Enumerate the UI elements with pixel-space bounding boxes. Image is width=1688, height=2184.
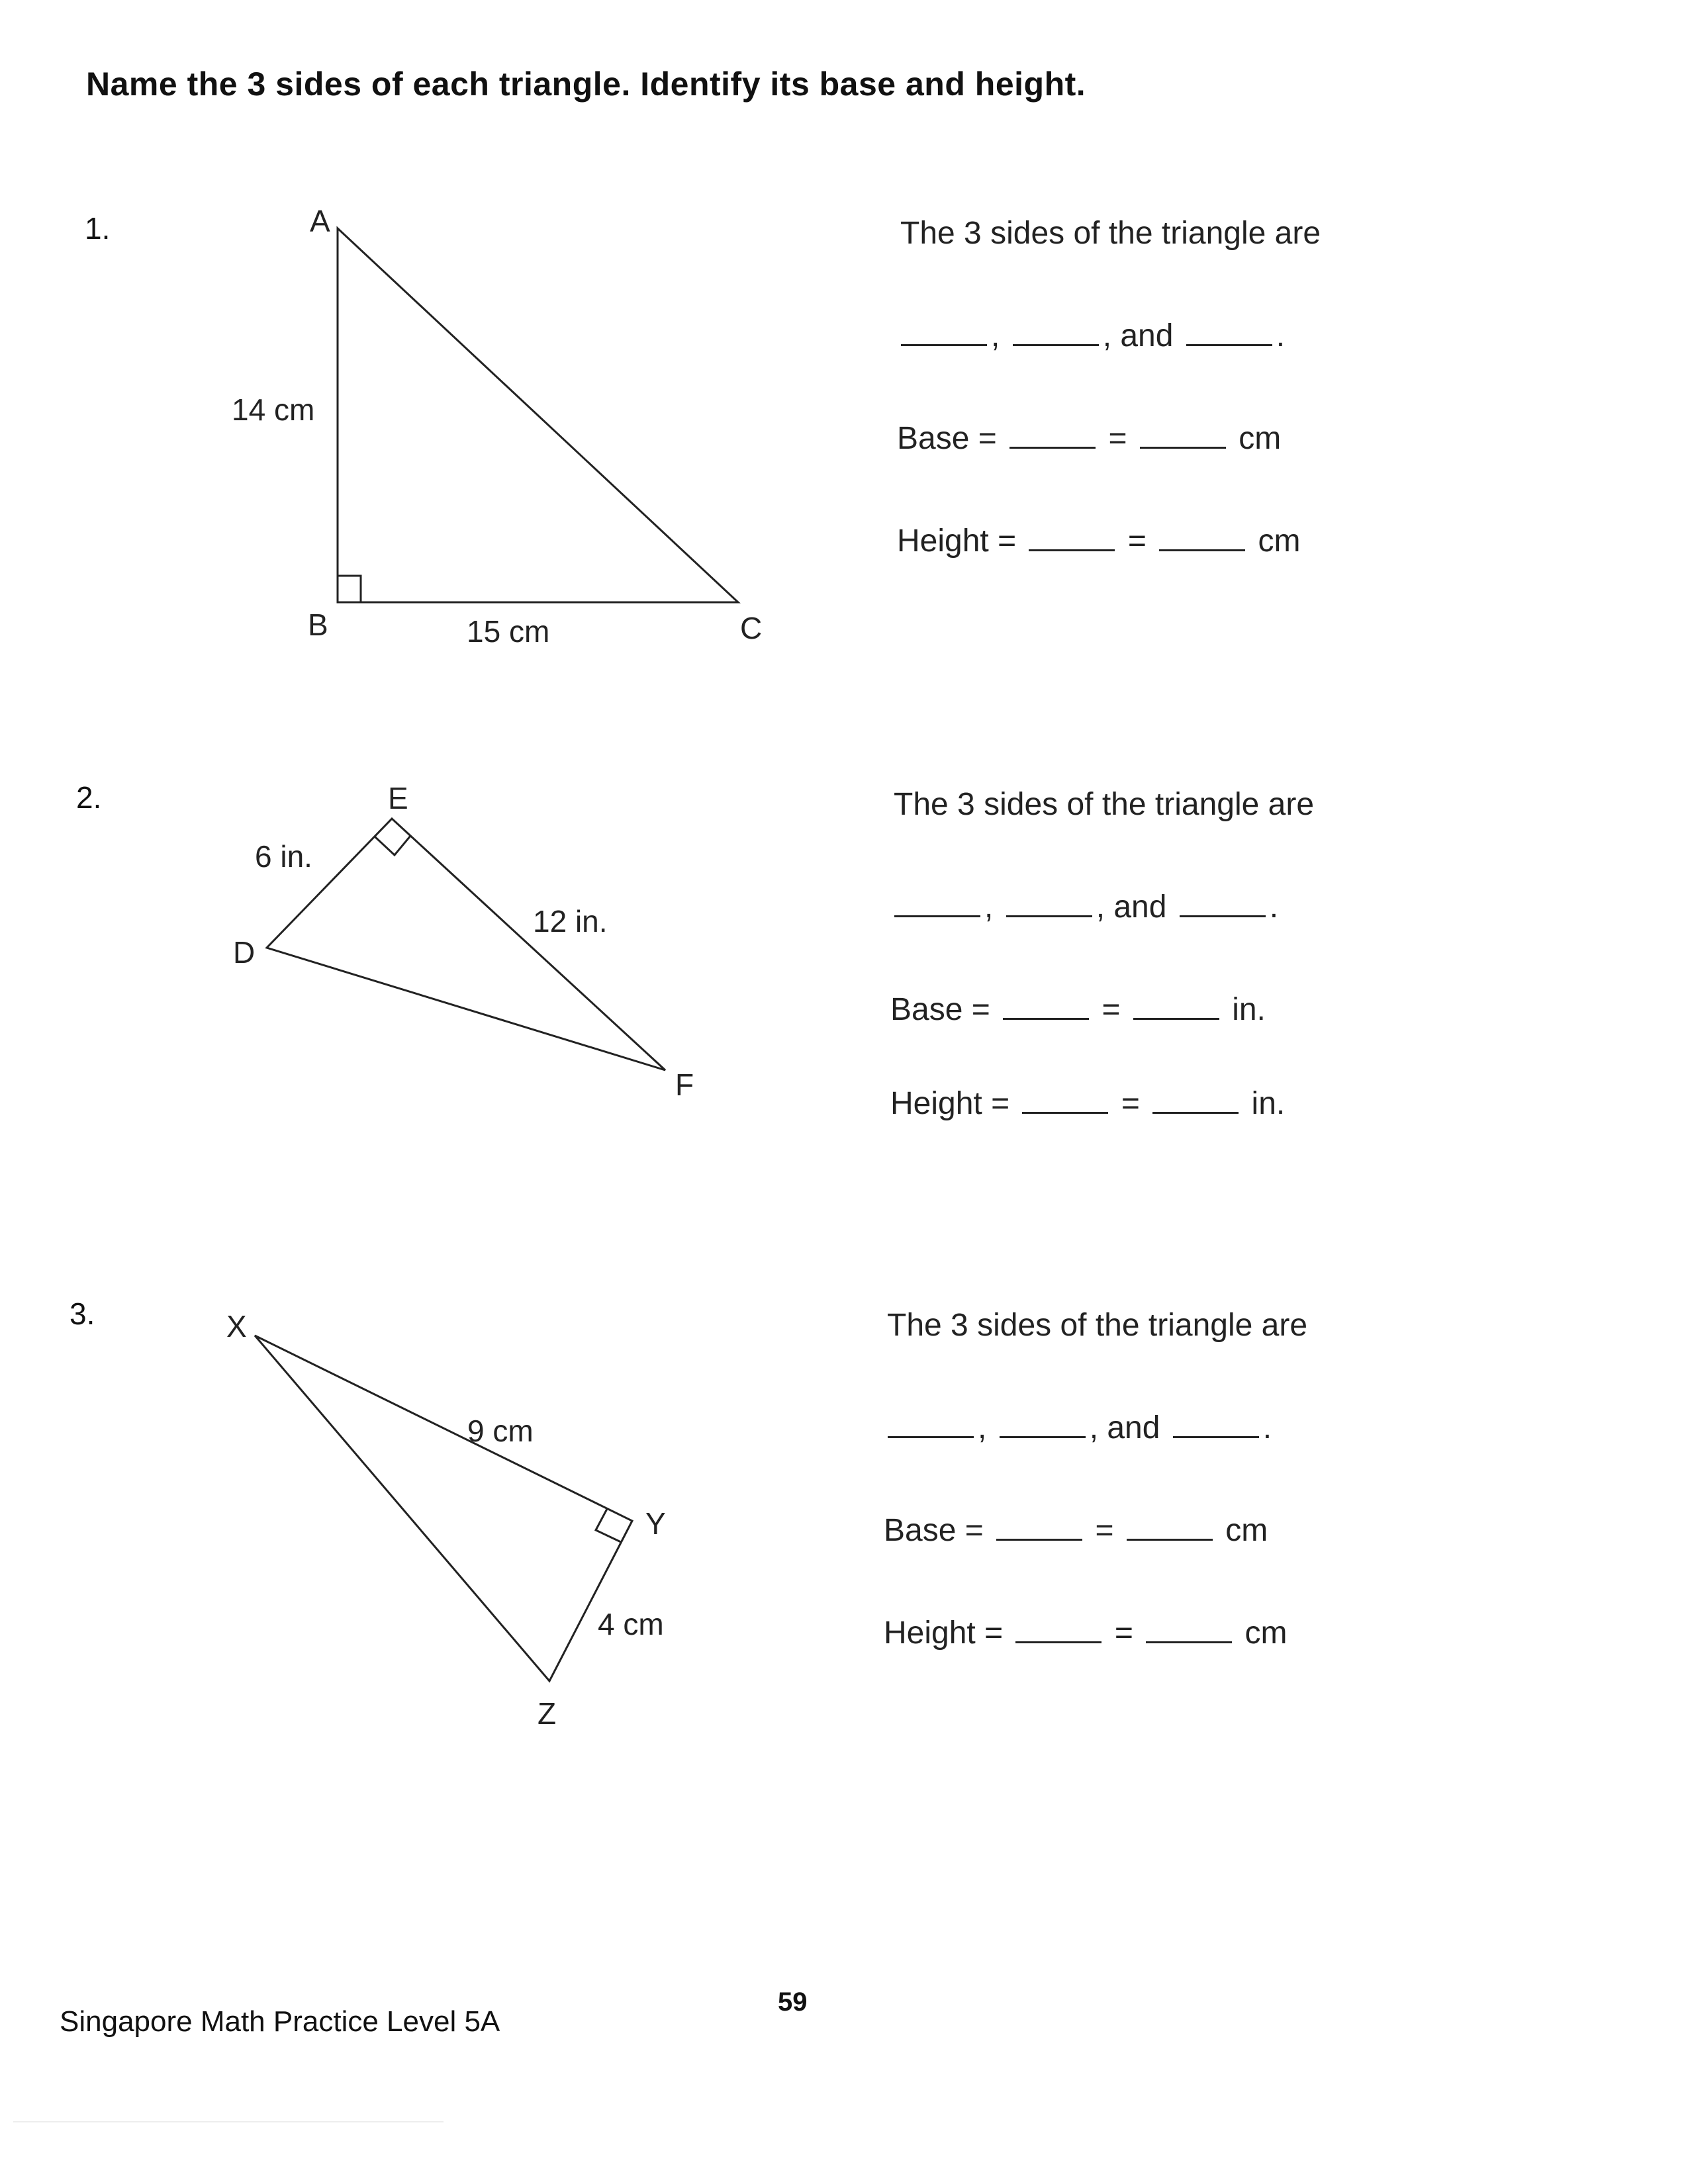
- problem-3-sides-answer-row: [884, 1410, 1272, 1446]
- problem-2-base-unit: in.: [1232, 992, 1266, 1027]
- problem-3-side-blank-3[interactable]: [1173, 1435, 1259, 1438]
- problem-2-base-value-blank[interactable]: [1133, 1017, 1219, 1020]
- problem-1-height-row: [897, 523, 1301, 559]
- problem-3-base-side-blank[interactable]: [996, 1538, 1082, 1541]
- problem-3-height-label: Height =: [884, 1615, 1004, 1651]
- triangle-xyz-figure: [0, 0, 861, 1754]
- problem-3-base-unit: cm: [1225, 1513, 1268, 1548]
- problem-3-base-value-blank[interactable]: [1127, 1538, 1213, 1541]
- side-yz-length-label: 4 cm: [598, 1607, 664, 1641]
- problem-2-height-unit: in.: [1251, 1086, 1286, 1121]
- instruction-heading: Name the 3 sides of each triangle. Identify its base and height.: [86, 66, 1086, 103]
- problem-1-number: 1.: [85, 211, 111, 246]
- problem-2-base-side-blank[interactable]: [1003, 1017, 1089, 1020]
- vertex-z-label: Z: [538, 1696, 557, 1731]
- problem-3-period: .: [1262, 1410, 1272, 1445]
- problem-1-base-row: [897, 420, 1281, 457]
- problem-1-and-text: , and: [1102, 318, 1174, 353]
- problem-2-comma: ,: [984, 889, 994, 925]
- problem-2-side-blank-3[interactable]: [1180, 915, 1266, 917]
- problem-1-side-blank-2[interactable]: [1013, 343, 1099, 346]
- problem-1-height-side-blank[interactable]: [1029, 549, 1115, 551]
- problem-1-height-equals: =: [1127, 523, 1147, 559]
- problem-2-side-blank-1[interactable]: [894, 915, 980, 917]
- side-de-length-label: 6 in.: [255, 839, 312, 874]
- problem-1-base-label: Base =: [897, 421, 997, 456]
- problem-3-base-equals: =: [1095, 1513, 1114, 1548]
- problem-3-height-unit: cm: [1244, 1615, 1288, 1651]
- problem-2-sides-answer-row: [890, 889, 1278, 925]
- problem-3-height-equals: =: [1114, 1615, 1133, 1651]
- side-ab-length-label: 14 cm: [232, 392, 315, 427]
- problem-1-base-value-blank[interactable]: [1140, 446, 1226, 449]
- page-edge-divider: [13, 2121, 444, 2122]
- vertex-e-label: E: [388, 781, 408, 815]
- problem-2-side-blank-2[interactable]: [1006, 915, 1092, 917]
- problem-1-sides-answer-row: [897, 318, 1285, 354]
- vertex-y-label: Y: [645, 1506, 666, 1541]
- problem-3-height-row: [884, 1615, 1288, 1651]
- problem-1-height-unit: cm: [1258, 523, 1301, 559]
- problem-2-sides-prompt: The 3 sides of the triangle are: [894, 787, 1315, 822]
- vertex-b-label: B: [308, 608, 328, 642]
- problem-2-base-row: [890, 991, 1266, 1028]
- problem-2-height-value-blank[interactable]: [1152, 1111, 1239, 1114]
- problem-1-comma: ,: [991, 318, 1000, 353]
- problem-1-base-equals: =: [1108, 421, 1127, 456]
- problem-3-sides-prompt: The 3 sides of the triangle are: [887, 1308, 1308, 1343]
- problem-2-height-equals: =: [1121, 1086, 1140, 1121]
- triangle-xyz: [255, 1336, 632, 1681]
- vertex-a-label: A: [310, 204, 330, 238]
- vertex-c-label: C: [740, 611, 763, 645]
- problem-3-height-side-blank[interactable]: [1015, 1641, 1102, 1643]
- page-number: 59: [778, 1987, 808, 2017]
- problem-1-side-blank-1[interactable]: [901, 343, 987, 346]
- problem-3-base-row: [884, 1512, 1268, 1549]
- problem-1-height-value-blank[interactable]: [1159, 549, 1245, 551]
- vertex-f-label: F: [675, 1068, 694, 1102]
- problem-1-side-blank-3[interactable]: [1186, 343, 1272, 346]
- problem-2-period: .: [1269, 889, 1279, 925]
- vertex-d-label: D: [233, 935, 256, 970]
- book-title-footer: Singapore Math Practice Level 5A: [60, 2005, 500, 2038]
- problem-1-sides-prompt: The 3 sides of the triangle are: [900, 216, 1321, 251]
- problem-2-base-equals: =: [1102, 992, 1121, 1027]
- problem-1-period: .: [1276, 318, 1286, 353]
- side-bc-length-label: 15 cm: [467, 614, 550, 649]
- problem-2-height-label: Height =: [890, 1086, 1010, 1121]
- problem-3-comma: ,: [978, 1410, 987, 1445]
- problem-1-height-label: Height =: [897, 523, 1017, 559]
- side-ef-length-label: 12 in.: [533, 904, 608, 938]
- problem-1-base-side-blank[interactable]: [1009, 446, 1096, 449]
- problem-3-base-label: Base =: [884, 1513, 984, 1548]
- problem-2-height-row: [890, 1085, 1285, 1122]
- problem-3-side-blank-2[interactable]: [1000, 1435, 1086, 1438]
- problem-2-height-side-blank[interactable]: [1022, 1111, 1108, 1114]
- side-xy-length-label: 9 cm: [467, 1414, 534, 1448]
- problem-1-base-unit: cm: [1239, 421, 1282, 456]
- problem-3-and-text: , and: [1089, 1410, 1160, 1445]
- problem-2-base-label: Base =: [890, 992, 990, 1027]
- problem-3-number: 3.: [70, 1297, 95, 1331]
- problem-3-height-value-blank[interactable]: [1146, 1641, 1232, 1643]
- problem-2-and-text: , and: [1096, 889, 1167, 925]
- problem-3-side-blank-1[interactable]: [888, 1435, 974, 1438]
- vertex-x-label: X: [226, 1309, 247, 1343]
- problem-2-number: 2.: [76, 780, 102, 815]
